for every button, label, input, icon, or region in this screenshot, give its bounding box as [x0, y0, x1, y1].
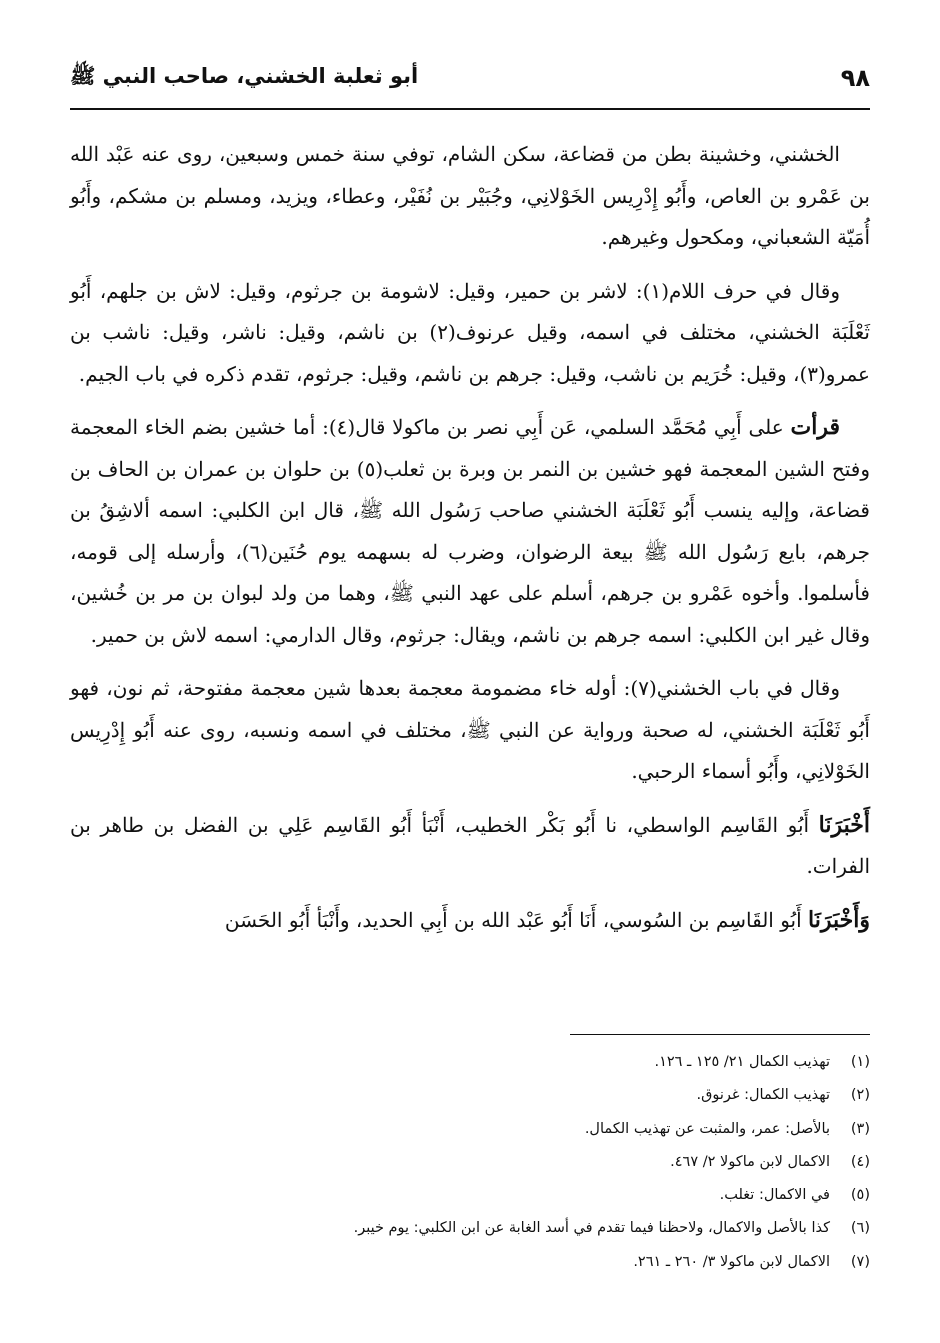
- paragraph-text: أَبُو القَاسِم الواسطي، نا أَبُو بَكْر الخطيب، أَنْبَأ أَبُو القَاسِم عَلِي بن الفضل بن طاهر بن الفرات.: [70, 812, 870, 878]
- running-title: أبو ثعلبة الخشني، صاحب النبي ﷺ: [70, 63, 419, 88]
- footnotes: [70, 1046, 870, 1279]
- paragraph-text: وقال في حرف اللام(١): لاشر بن حمير، وقيل: لاشومة بن جرثوم، وقيل: لاش بن جلهم، أَبُو ثَعْلَبَة الخشني، مختلف في اسمه، وقيل عرنوف(٢) بن ناشم، وقيل: ناشر، وقيل: ناشب بن عمرو(٣)، وقيل: خُرَيم بن ناشب، وقيل: جرهم بن ناشم، وقيل: جرثوم، تقدم ذكره في باب الجيم.: [70, 278, 870, 386]
- footnote-text: الاكمال لابن ماكولا ٢/ ٤٦٧.: [670, 1153, 830, 1170]
- header-divider: [70, 108, 870, 110]
- paragraph: [70, 134, 870, 259]
- footnote: [70, 1246, 870, 1279]
- main-text: [70, 134, 870, 953]
- footnote: [70, 1212, 870, 1245]
- paragraph: [70, 900, 870, 942]
- footnote-number: (٧): [850, 1253, 870, 1270]
- paragraph-text: وقال في باب الخشني(٧): أوله خاء مضمومة معجمة بعدها شين معجمة مفتوحة، ثم نون، فهو أَبُو ثَعْلَبَة الخشني، له صحبة ورواية عن النبي ﷺ، مختلف في اسمه ونسبه، روى عنه أَبُو إِدْرِيس الخَوْلانِي، وأَبُو أسماء الرحبي.: [70, 676, 870, 783]
- footnote-text: تهذيب الكمال: غرنوق.: [696, 1087, 830, 1104]
- footnote-divider: [570, 1034, 870, 1035]
- page-number: ٩٨: [840, 64, 870, 92]
- paragraph-lead-word: قرأت: [790, 414, 840, 440]
- footnote-number: (٥): [850, 1187, 870, 1204]
- footnote-text: تهذيب الكمال ٢١/ ١٢٥ ـ ١٢٦.: [654, 1054, 830, 1070]
- paragraph-text: أَبُو القَاسِم بن السُوسي، أَنَا أَبُو عَبْد الله بن أَبِي الحديد، وأَنْبَأ أَبُو الحَسَن: [224, 907, 809, 932]
- paragraph: [70, 407, 870, 656]
- paragraph: [70, 805, 870, 888]
- footnote-text: الاكمال لابن ماكولا ٣/ ٢٦٠ ـ ٢٦١.: [633, 1253, 830, 1270]
- footnote-number: (٢): [850, 1087, 870, 1104]
- footnote: [70, 1113, 870, 1146]
- footnote-text: بالأصل: عمر، والمثبت عن تهذيب الكمال.: [584, 1120, 830, 1137]
- footnote-text: في الاكمال: تغلب.: [719, 1187, 830, 1204]
- footnote: [70, 1146, 870, 1179]
- footnote-number: (٤): [850, 1153, 870, 1170]
- page-header: [70, 58, 870, 98]
- paragraph: [70, 668, 870, 793]
- footnote-number: (٦): [850, 1220, 870, 1237]
- paragraph-lead-word: وَأَخْبَرَنَا: [808, 906, 870, 933]
- footnote: [70, 1046, 870, 1079]
- paragraph-text: الخشني، وخشينة بطن من قضاعة، سكن الشام، توفي سنة خمس وسبعين، روى عنه عَبْد الله بن عَمْرو بن العاص، وأَبُو إِدْرِيس الخَوْلانِي، وجُبَيْر بن نُفَيْر، وعطاء، ويزيد، ومسلم بن مشكم، وأَبُو أُمَيّة الشعباني، ومكحول وغيرهم.: [70, 142, 870, 249]
- footnote: [70, 1179, 870, 1212]
- paragraph: [70, 271, 870, 396]
- footnote-text: كذا بالأصل والاكمال، ولاحظنا فيما تقدم في أسد الغابة عن ابن الكلبي: يوم خيبر.: [353, 1220, 830, 1237]
- footnote-number: (١): [850, 1054, 870, 1070]
- paragraph-text: على أَبِي مُحَمَّد السلمي، عَن أَبِي نصر بن ماكولا قال(٤): أما خشين بضم الخاء المعجمة وفتح الشين المعجمة فهو خشين بن النمر بن وبرة بن ثعلب(٥) بن حلوان بن عمران بن الحاف بن قضاعة، وإليه ينسب أَبُو ثَعْلَبَة الخشني صاحب رَسُول الله ﷺ، قال ابن الكلبي: اسمه ألاشِقُ بن جرهم، بايع رَسُول الله ﷺ بيعة الرضوان، وضرب له بسهمه يوم حُنَين(٦)، وأرسله إلى قومه، فأسلموا. وأخوه عَمْرو بن جرهم، أسلم على عهد النبي ﷺ، وهما من ولد لبوان بن مر بن خُشين، وقال غير ابن الكلبي: اسمه جرهم بن ناشم، ويقال: جرثوم، وقال الدارمي: اسمه لاش بن حمير.: [70, 415, 870, 647]
- paragraph-lead-word: أَخْبَرَنَا: [818, 811, 870, 838]
- footnote: [70, 1079, 870, 1112]
- footnote-number: (٣): [850, 1120, 870, 1137]
